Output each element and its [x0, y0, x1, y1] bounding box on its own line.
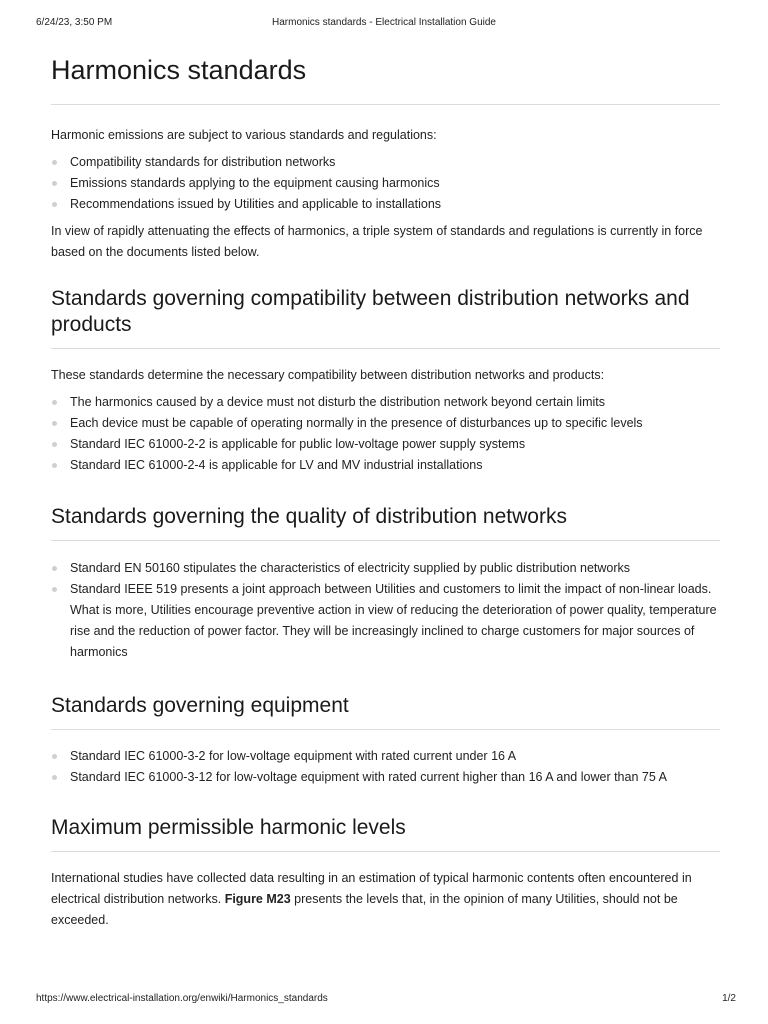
figure-reference: Figure M23	[224, 892, 291, 906]
bullet-icon	[52, 775, 57, 780]
section-paragraph: These standards determine the necessary compatibility between distribution networks and products:	[51, 368, 605, 382]
list-item: Compatibility standards for distribution networks	[51, 152, 720, 173]
intro-paragraph: Harmonic emissions are subject to various standards and regulations:	[51, 128, 437, 142]
list-item: Standard IEC 61000-2-4 is applicable for LV and MV industrial installations	[51, 455, 720, 476]
bullet-icon	[52, 160, 57, 165]
bullet-icon	[52, 566, 57, 571]
print-doc-title: Harmonics standards - Electrical Installation Guide	[272, 17, 496, 28]
intro-list	[51, 152, 720, 215]
page-title: Harmonics standards	[51, 50, 720, 105]
bullet-icon	[52, 421, 57, 426]
bullet-icon	[52, 587, 57, 592]
list-item: Standard IEEE 519 presents a joint approach between Utilities and customers to limit the impact of non-linear loads. What is more, Utilities encourage preventive action in view of reducing the deterioration of power quality, temperature rise and the reduction of power factor. They will be increasingly inclined to charge customers for major sources of harmonics	[51, 579, 720, 663]
bullet-icon	[52, 400, 57, 405]
compatibility-list	[51, 392, 720, 476]
list-item: Standard IEC 61000-3-2 for low-voltage equipment with rated current under 16 A	[51, 746, 720, 767]
article	[51, 50, 720, 931]
bullet-icon	[52, 442, 57, 447]
bullet-icon	[52, 202, 57, 207]
list-item: Standard EN 50160 stipulates the characteristics of electricity supplied by public distribution networks	[51, 558, 720, 579]
list-item: Recommendations issued by Utilities and applicable to installations	[51, 194, 720, 215]
list-item: The harmonics caused by a device must not disturb the distribution network beyond certain limits	[51, 392, 720, 413]
equipment-list	[51, 746, 720, 788]
list-item: Emissions standards applying to the equipment causing harmonics	[51, 173, 720, 194]
section-heading-network-quality: Standards governing the quality of distribution networks	[51, 504, 720, 541]
list-item: Standard IEC 61000-3-12 for low-voltage equipment with rated current higher than 16 A and lower than 75 A	[51, 767, 720, 788]
list-item: Standard IEC 61000-2-2 is applicable for public low-voltage power supply systems	[51, 434, 720, 455]
section-heading-equipment: Standards governing equipment	[51, 693, 720, 730]
bullet-icon	[52, 181, 57, 186]
print-url: https://www.electrical-installation.org/enwiki/Harmonics_standards	[36, 993, 328, 1004]
print-datetime: 6/24/23, 3:50 PM	[36, 17, 113, 28]
bullet-icon	[52, 463, 57, 468]
section-paragraph: International studies have collected data resulting in an estimation of typical harmonic contents often encountered in electrical distribution networks. Figure M23 presents the levels that, in the opinion of many Utilities, should not be exceeded.	[51, 871, 692, 927]
list-item: Each device must be capable of operating normally in the presence of disturbances up to specific levels	[51, 413, 720, 434]
section-heading-max-levels: Maximum permissible harmonic levels	[51, 815, 720, 852]
bullet-icon	[52, 754, 57, 759]
print-header	[0, 17, 768, 33]
section-heading-compatibility: Standards governing compatibility between distribution networks and products	[51, 286, 720, 349]
page-number: 1/2	[722, 993, 736, 1004]
intro-after-paragraph: In view of rapidly attenuating the effects of harmonics, a triple system of standards and regulations is currently in force based on the documents listed below.	[51, 224, 703, 259]
network-quality-list	[51, 558, 720, 663]
